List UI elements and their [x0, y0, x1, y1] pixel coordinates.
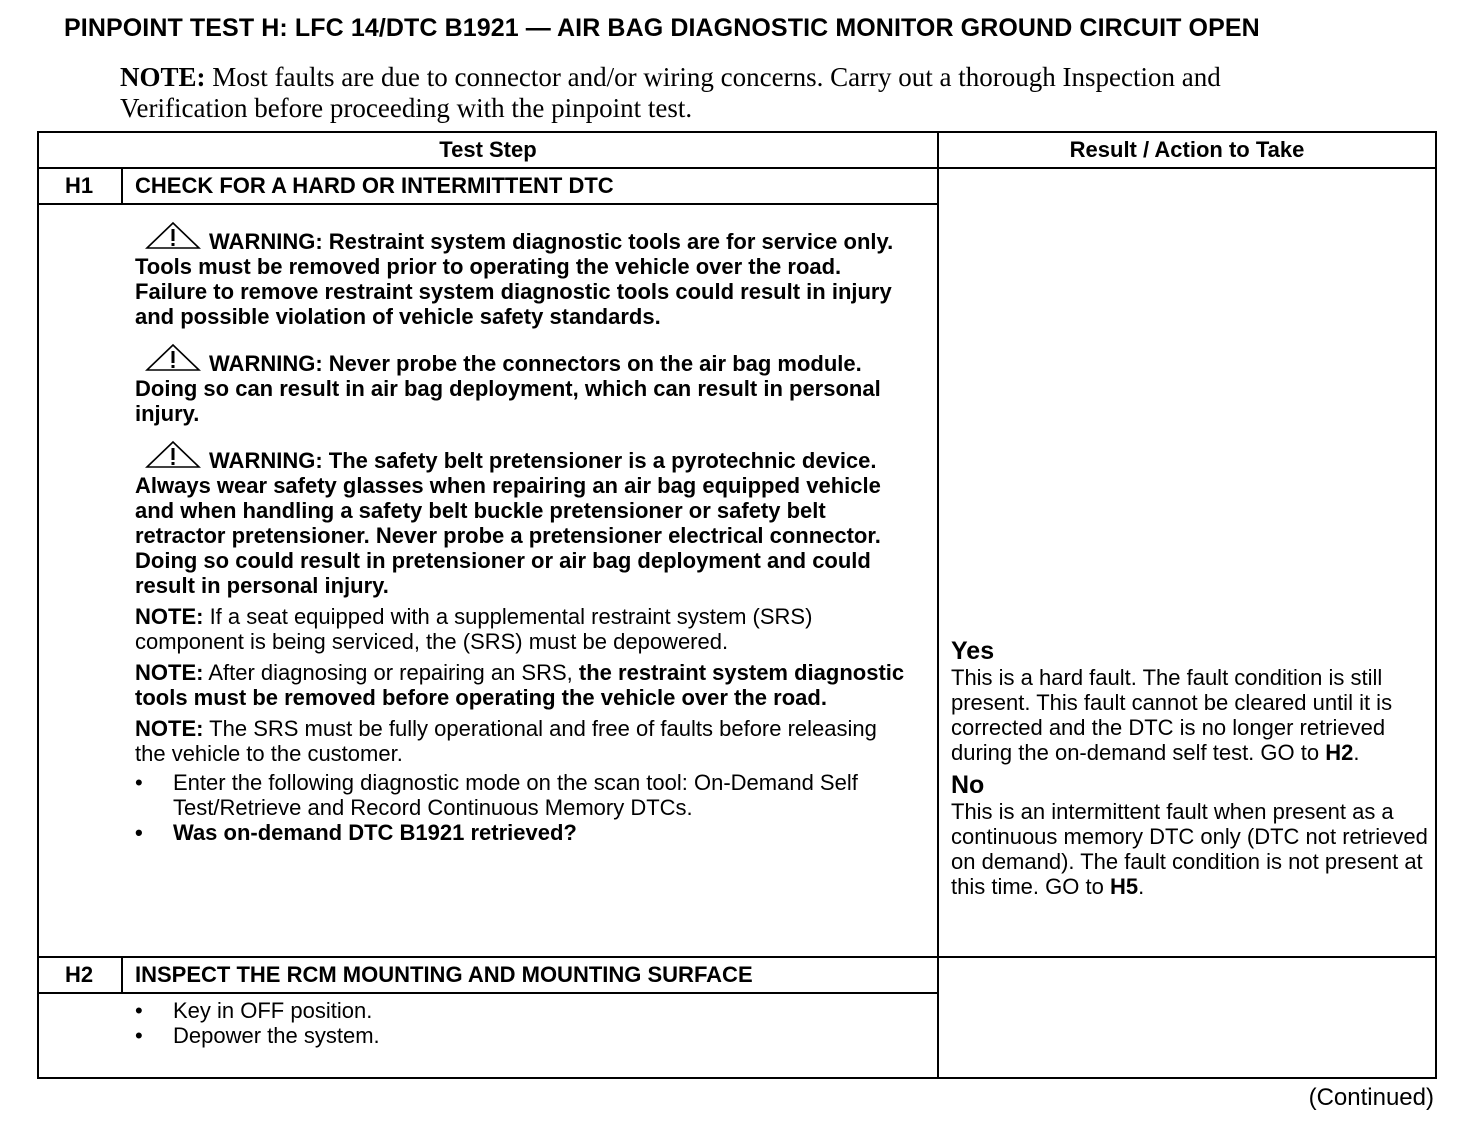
step-title-h1: CHECK FOR A HARD OR INTERMITTENT DTC	[135, 173, 614, 198]
h1-id-divider	[121, 167, 123, 203]
step-id-h1: H1	[64, 173, 94, 198]
list-item: • Enter the following diagnostic mode on the scan tool: On-Demand Self Test/Retrieve and Record Continuous Memory DTCs.	[135, 770, 910, 820]
list-item: • Depower the system.	[135, 1023, 910, 1048]
warning-2	[135, 343, 910, 426]
result-h1: Yes This is a hard fault. The fault condition is still present. This fault cannot be cleared until it is corrected and the DTC is no longer retrieved during the on-demand self test. GO to H2. No This is an intermittent fault when present as a continuous memory DTC only (DTC not retrieved on demand). The fault condition is not present at this time. GO to H5.	[951, 637, 1437, 899]
list-item: • Key in OFF position.	[135, 998, 910, 1023]
warning-triangle-icon	[145, 343, 201, 373]
list-item-question: • Was on-demand DTC B1921 retrieved?	[135, 820, 910, 845]
note-2-bold-text: the restraint system diagnostic tools must be removed before operating the vehicle over the road.	[135, 660, 905, 710]
h1-title-divider	[39, 203, 937, 205]
step-id-h2: H2	[64, 962, 94, 987]
continued-label: (Continued)	[1308, 1084, 1434, 1111]
h1-h2-divider	[39, 956, 1435, 958]
step-body-h1	[135, 221, 910, 845]
page-title: PINPOINT TEST H: LFC 14/DTC B1921 — AIR BAG DIAGNOSTIC MONITOR GROUND CIRCUIT OPEN	[64, 14, 1260, 42]
column-divider	[937, 133, 939, 1077]
step-body-h2	[135, 998, 910, 1048]
pinpoint-test-table	[37, 131, 1437, 1079]
result-yes-goto: H2	[1325, 740, 1354, 765]
intro-note-text: Most faults are due to connector and/or wiring concerns. Carry out a thorough Inspection and Verification before proceeding with the pinpoint test.	[120, 62, 1221, 123]
result-no-goto: H5	[1109, 874, 1139, 899]
note-3	[135, 716, 910, 766]
warning-triangle-icon	[145, 440, 201, 470]
note-3-label: NOTE:	[135, 716, 204, 741]
warning-triangle-icon	[145, 221, 201, 251]
h2-id-divider	[121, 956, 123, 992]
note-1	[135, 604, 910, 654]
warning-2-text: WARNING: Never probe the connectors on the air bag module. Doing so can result in air bag deployment, which can result in personal injury.	[135, 351, 881, 426]
note-2	[135, 660, 910, 710]
note-2-text: After diagnosing or repairing an SRS,	[203, 660, 579, 685]
step-title-h2: INSPECT THE RCM MOUNTING AND MOUNTING SURFACE	[135, 962, 753, 987]
note-2-label: NOTE:	[135, 660, 204, 685]
intro-note	[120, 62, 1270, 124]
header-result-action: Result / Action to Take	[1069, 137, 1305, 162]
warning-3-text: WARNING: The safety belt pretensioner is a pyrotechnic device. Always wear safety glasses when repairing an air bag equipped vehicle and when handling a safety belt buckle pretensioner or safety belt retractor pretensioner. Never probe a pretensioner electrical connector. Doing so could result in pretensioner or air bag deployment and could result in personal injury.	[135, 448, 881, 598]
result-no-text: This is an intermittent fault when present as a continuous memory DTC only (DTC not retrieved on demand). The fault condition is not present at this time. GO to	[951, 799, 1428, 899]
intro-note-label: NOTE:	[120, 62, 206, 92]
h2-title-divider	[39, 992, 937, 994]
result-yes-text: This is a hard fault. The fault condition is still present. This fault cannot be cleared until it is corrected and the DTC is no longer retrieved during the on-demand self test. GO to	[951, 665, 1393, 765]
note-1-text: If a seat equipped with a supplemental restraint system (SRS) component is being serviced, the (SRS) must be depowered.	[135, 604, 813, 654]
result-yes-label: Yes	[951, 637, 995, 665]
h2-action-list	[135, 998, 910, 1048]
note-3-text: The SRS must be fully operational and free of faults before releasing the vehicle to the customer.	[135, 716, 877, 766]
warning-3	[135, 440, 910, 598]
h1-action-list	[135, 770, 910, 845]
header-divider	[39, 167, 1435, 169]
note-1-label: NOTE:	[135, 604, 204, 629]
warning-1	[135, 221, 910, 329]
result-no-label: No	[951, 771, 985, 799]
warning-1-text: WARNING: Restraint system diagnostic tools are for service only. Tools must be removed prior to operating the vehicle over the road. Failure to remove restraint system diagnostic tools could result in injury and possible violation of vehicle safety standards.	[135, 229, 894, 329]
header-test-step: Test Step	[439, 137, 537, 162]
